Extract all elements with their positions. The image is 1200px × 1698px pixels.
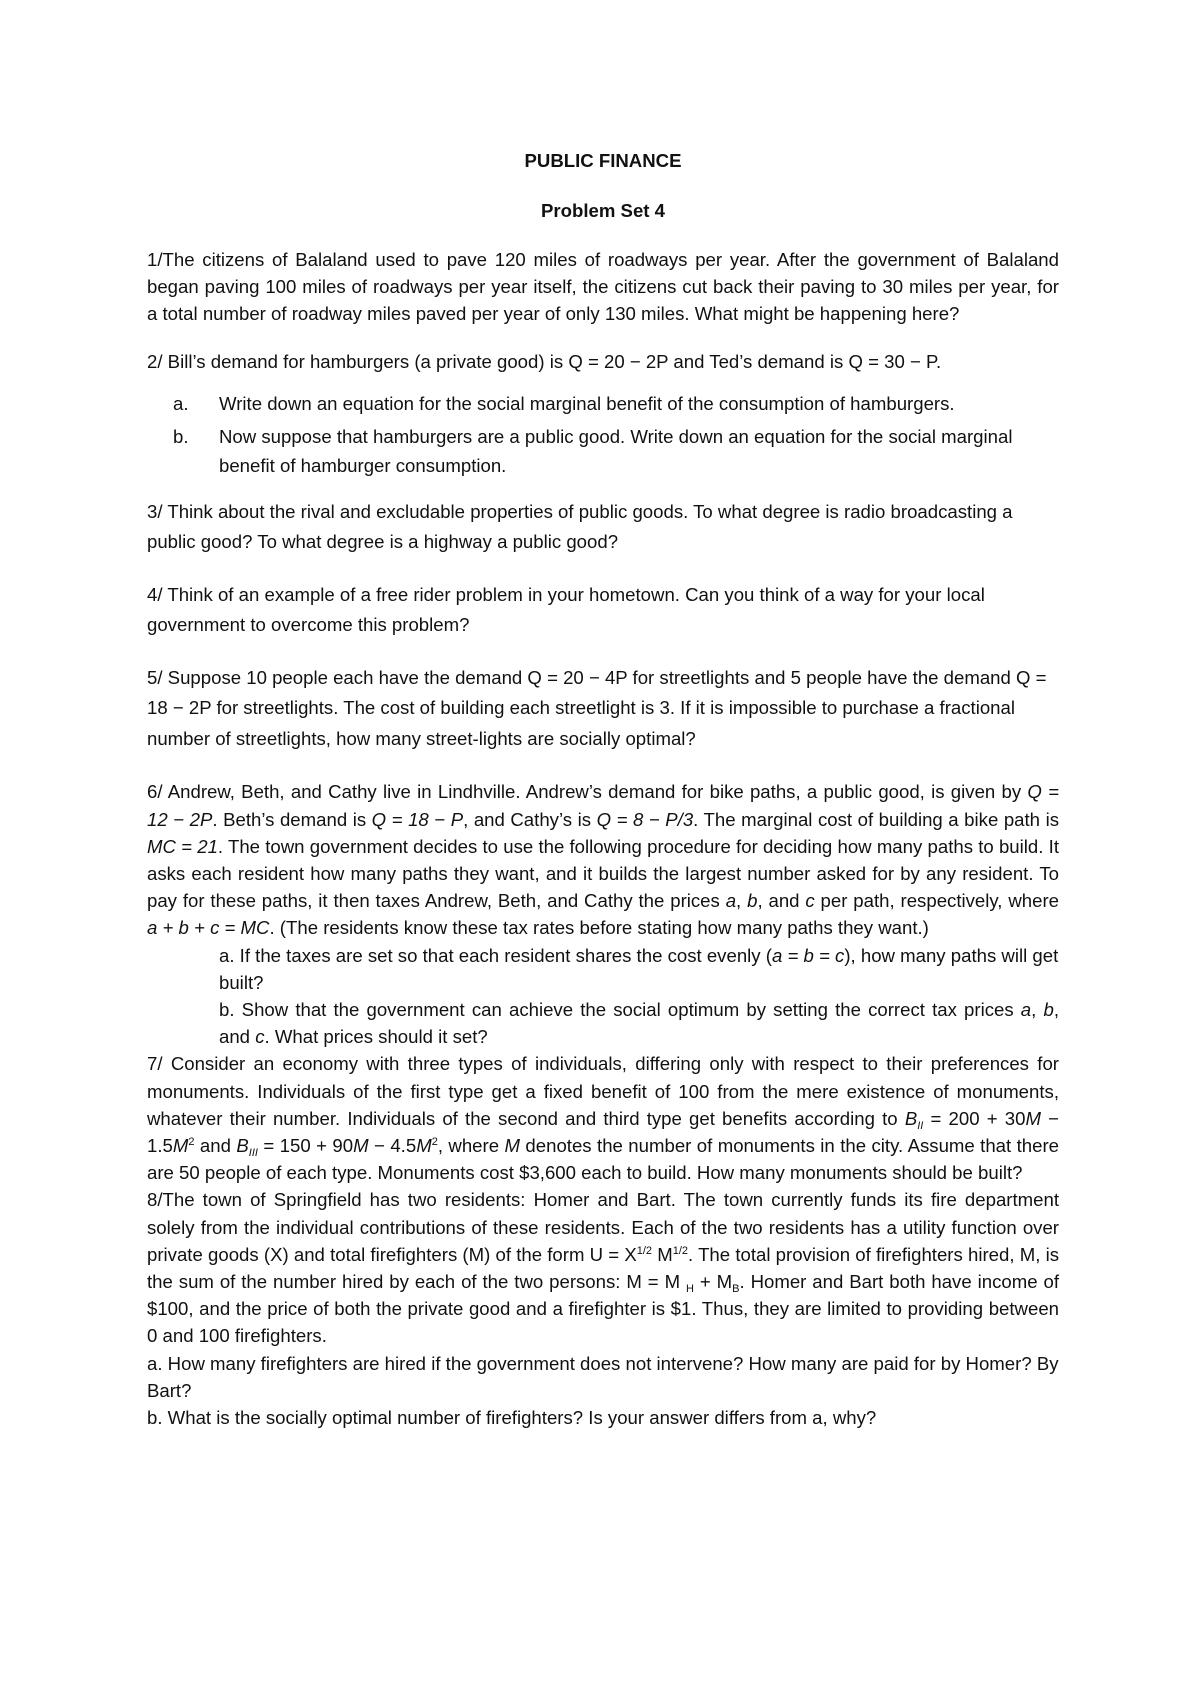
equation: a = b = c [771, 944, 845, 966]
question-2a [147, 389, 1059, 418]
question-2a-marker: a. [173, 392, 189, 414]
question-2b-marker: b. [173, 425, 189, 447]
document-title: PUBLIC FINANCE [524, 150, 682, 171]
question-8a: a. How many firefighters are hired if the government does not intervene? How many are paid for by Homer? By Bart? [147, 1352, 1059, 1401]
question-7: 7/ Consider an economy with three types of individuals, differing only with respect to their preferences for monuments. Individuals of the first type get a fixed benefit of 100 from the mere existence of monuments, whatever their number. Individuals of the second and third type get benefits according to $B_{II} = 200 + 30M - 1.5M^2$ and $B_{III} = 150 + 90M - 4.5M^2$, where M denotes the number of monuments in the city. Assume that there are 50 people of each type. Monuments cost $3,600 each to build. How many monuments should be built? [147, 1053, 1059, 1184]
question-6b: b. Show that the government can achieve the social optimum by setting the correct tax prices a, b, and c. What prices should it set? [219, 998, 1059, 1048]
question-6-stem: 6/ Andrew, Beth, and Cathy live in Lindhville. Andrew’s demand for bike paths, a public good, is given by Q = 12 − 2P. Beth’s demand is Q = 18 − P, and Cathy’s is Q = 8 − P/3. The marginal cost of building a bike path is MC = 21. The town government decides to use the following procedure for deciding how many paths to build. It asks each resident how many paths they want, and it builds the largest number asked for by any resident. To pay for these paths, it then taxes Andrew, Beth, and Cathy the prices a, b, and c per path, respectively, where a + b + c = MC. (The residents know these tax rates before stating how many paths they want.) [147, 781, 1059, 939]
question-8-stem: 8/The town of Springfield has two residents: Homer and Bart. The town currently funds its fire department solely from the individual contributions of these residents. Each of the two residents has a utility function over private goods (X) and total firefighters (M) of the form $U = X^{1/2}$ $M^{1/2}$. The total provision of firefighters hired, M, is the sum of the number hired by each of the two persons: M = M $_H + M_B$. Homer and Bart both have income of $100, and the price of both the private good and a firefighter is $1. Thus, they are limited to providing between 0 and 100 firefighters. [147, 1189, 1059, 1347]
question-3: 3/ Think about the rival and excludable properties of public goods. To what degree is radio broadcasting a public good? To what degree is a highway a public good? [147, 500, 1013, 553]
equation: Q = 18 − P [371, 808, 464, 830]
equation: Q = 12 − 2P [147, 781, 1059, 830]
question-6 [147, 778, 1059, 1050]
question-2b-text: Now suppose that hamburgers are a public good. Write down an equation for the social marginal benefit of hamburger consumption. [219, 425, 1013, 476]
question-5: 5/ Suppose 10 people each have the demand Q = 20 − 4P for streetlights and 5 people have the demand Q = 18 − 2P for streetlights. The cost of building each streetlight is 3. If it is impossible to purchase a fractional number of streetlights, how many street-lights are socially optimal? [147, 666, 1047, 749]
equation: MC = 21 [147, 835, 218, 857]
question-8 [147, 1186, 1059, 1431]
document-body [147, 146, 1059, 1431]
question-6a: a. If the taxes are set so that each resident shares the cost evenly (a = b = c), how many paths will get built? [219, 944, 1059, 993]
document-subtitle: Problem Set 4 [540, 200, 665, 221]
question-2-parts [147, 389, 1059, 480]
equation: Q = 8 − P/3 [596, 808, 694, 830]
question-1: 1/The citizens of Balaland used to pave 120 miles of roadways per year. After the government of Balaland began paving 100 miles of roadways per year itself, the citizens cut back their paving to 30 miles per year, for a total number of roadway miles paved per year of only 130 miles. What might be happening here? [147, 249, 1059, 325]
question-8b: b. What is the socially optimal number of firefighters? Is your answer differs from a, why? [147, 1406, 877, 1428]
question-2-stem: 2/ Bill’s demand for hamburgers (a private good) is Q = 20 − 2P and Ted’s demand is Q = 30 − P. [147, 350, 942, 372]
question-2b [147, 422, 1059, 480]
equation: a + b + c = MC [147, 917, 270, 939]
question-2a-text: Write down an equation for the social marginal benefit of the consumption of hamburgers. [219, 392, 955, 414]
question-4: 4/ Think of an example of a free rider problem in your hometown. Can you think of a way for your local government to overcome this problem? [147, 583, 985, 636]
